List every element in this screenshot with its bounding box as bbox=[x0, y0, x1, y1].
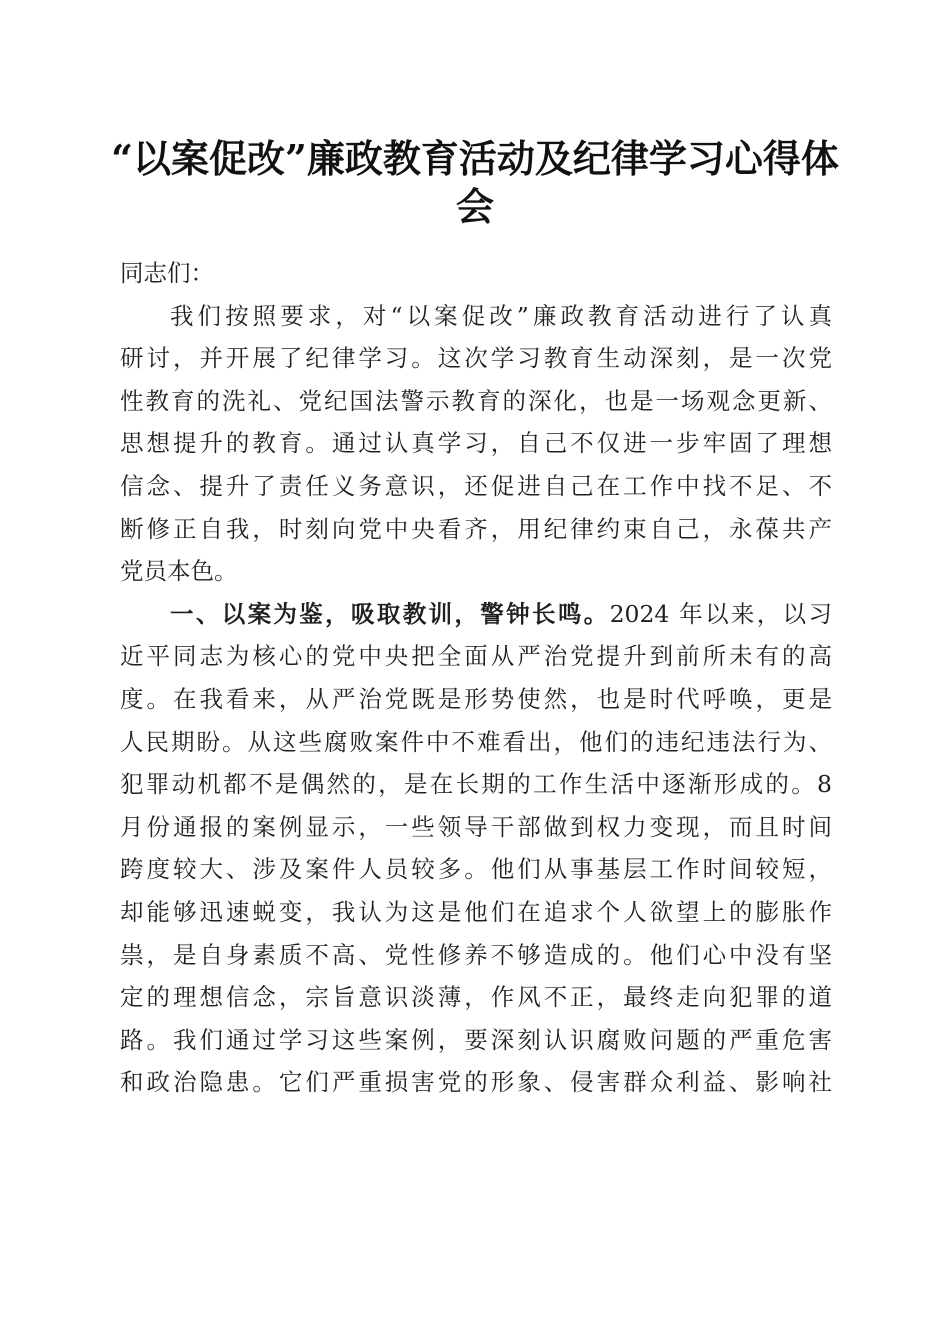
paragraph-line: 定的理想信念，宗旨意识淡薄，作风不正，最终走向犯罪的道 bbox=[120, 983, 832, 1012]
paragraph-line: 我们按照要求，对“以案促改”廉政教育活动进行了认真 bbox=[170, 301, 832, 330]
paragraph-line: 度。在我看来，从严治党既是形势使然，也是时代呼唤，更是 bbox=[120, 684, 832, 713]
paragraph-line: 和政治隐患。它们严重损害党的形象、侵害群众利益、影响社 bbox=[120, 1068, 832, 1097]
paragraph-line: 犯罪动机都不是偶然的，是在长期的工作生活中逐渐形成的。8 bbox=[120, 770, 832, 799]
paragraph-line: 思想提升的教育。通过认真学习，自己不仅进一步牢固了理想 bbox=[120, 429, 832, 458]
document-body bbox=[120, 252, 832, 1104]
document-title bbox=[100, 135, 850, 231]
paragraph-line: 信念、提升了责任义务意识，还促进自己在工作中找不足、不 bbox=[120, 471, 832, 500]
paragraph-line: 路。我们通过学习这些案例，要深刻认识腐败问题的严重危害 bbox=[120, 1025, 832, 1054]
paragraph-line: 性教育的洗礼、党纪国法警示教育的深化，也是一场观念更新、 bbox=[120, 386, 832, 415]
paragraph-line: 月份通报的案例显示，一些领导干部做到权力变现，而且时间 bbox=[120, 812, 832, 841]
section-heading: 一、以案为鉴，吸取教训，警钟长鸣。 bbox=[170, 599, 610, 628]
title-line-2: 会 bbox=[455, 184, 494, 229]
paragraph-line: 人民期盼。从这些腐败案件中不难看出，他们的违纪违法行为、 bbox=[120, 727, 832, 756]
paragraph-line: 祟，是自身素质不高、党性修养不够造成的。他们心中没有坚 bbox=[120, 940, 832, 969]
paragraph-line: 近平同志为核心的党中央把全面从严治党提升到前所未有的高 bbox=[120, 642, 832, 671]
paragraph-1 bbox=[120, 295, 832, 593]
paragraph-line bbox=[120, 593, 832, 636]
title-line-1: “以案促改”廉政教育活动及纪律学习心得体 bbox=[111, 136, 839, 181]
paragraph-line-text: 2024 年以来，以习 bbox=[609, 599, 832, 628]
paragraph-line: 党员本色。 bbox=[120, 557, 238, 586]
paragraph-2 bbox=[120, 593, 832, 1104]
paragraph-line: 研讨，并开展了纪律学习。这次学习教育生动深刻，是一次党 bbox=[120, 344, 832, 373]
paragraph-line: 断修正自我，时刻向党中央看齐，用纪律约束自己，永葆共产 bbox=[120, 514, 832, 543]
salutation: 同志们： bbox=[120, 259, 214, 287]
paragraph-line: 跨度较大、涉及案件人员较多。他们从事基层工作时间较短， bbox=[120, 855, 832, 884]
paragraph-line: 却能够迅速蜕变，我认为这是他们在追求个人欲望上的膨胀作 bbox=[120, 897, 832, 926]
